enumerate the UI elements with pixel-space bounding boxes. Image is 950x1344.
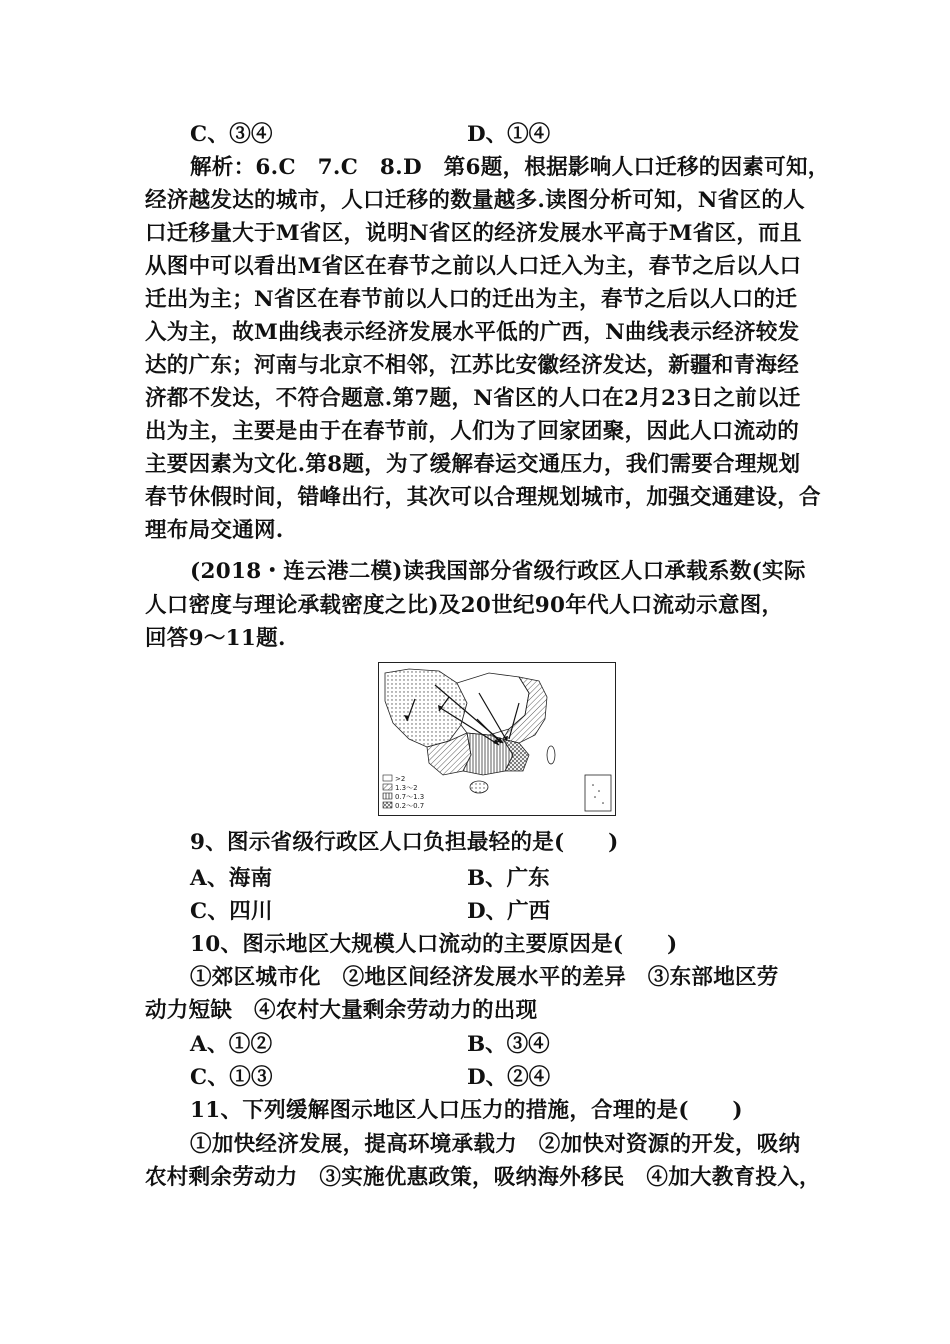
analysis-line: 理布局交通网. (145, 518, 284, 543)
analysis-line: 口迁移量大于M省区，说明N省区的经济发展水平高于M省区，而且 (145, 221, 802, 246)
region-west (385, 669, 467, 747)
q10-option-b: B、③④ (467, 1032, 550, 1057)
q8-option-c: C、③④ (190, 122, 273, 147)
analysis-line: 经济越发达的城市，人口迁移的数量越多.读图分析可知，N省区的人 (145, 188, 805, 213)
intro-line: 回答9～11题. (145, 626, 286, 651)
q11-stem: 11、下列缓解图示地区人口压力的措施，合理的是( ) (190, 1098, 743, 1123)
population-flow-map (378, 662, 616, 816)
analysis-line: 济都不发达，不符合题意.第7题，N省区的人口在2月23日之前以迁 (145, 386, 801, 411)
q10-choices-line: ①郊区城市化 ②地区间经济发展水平的差异 ③东部地区劳 (190, 965, 779, 990)
q10-choices-line: 动力短缺 ④农村大量剩余劳动力的出现 (145, 998, 538, 1023)
q9-option-b: B、广东 (467, 866, 550, 891)
q8-option-d: D、①④ (467, 122, 551, 147)
south-sea-inset (585, 775, 611, 811)
legend-label: 1.3～2 (395, 784, 418, 792)
q10-option-a: A、①② (190, 1032, 273, 1057)
legend-label: 0.2～0.7 (395, 802, 425, 810)
q9-option-c: C、四川 (190, 899, 273, 924)
legend-label: 0.7～1.3 (395, 793, 425, 801)
analysis-line: 迁出为主；N省区在春节前以人口的迁出为主，春节之后以人口的迁 (145, 287, 798, 312)
map-legend (383, 775, 424, 810)
analysis-line: 达的广东；河南与北京不相邻，江苏比安徽经济发达，新疆和青海经 (145, 353, 800, 378)
intro-line: (2018・连云港二模)读我国部分省级行政区人口承载系数(实际 (190, 559, 806, 584)
q11-choices-line: ①加快经济发展，提高环境承载力 ②加快对资源的开发，吸纳 (190, 1132, 801, 1157)
legend-label: >2 (395, 775, 406, 783)
analysis-line: 入为主，故M曲线表示经济发展水平低的广西，N曲线表示经济较发 (145, 320, 800, 345)
hainan-island (470, 781, 488, 793)
analysis-line: 从图中可以看出M省区在春节之前以人口迁入为主，春节之后以人口 (145, 254, 802, 279)
analysis-line: 主要因素为文化.第8题，为了缓解春运交通压力，我们需要合理规划 (145, 452, 801, 477)
intro-line: 人口密度与理论承载密度之比)及20世纪90年代人口流动示意图， (145, 593, 784, 618)
q10-option-c: C、①③ (190, 1065, 273, 1090)
q9-stem: 9、图示省级行政区人口负担最轻的是( ) (190, 830, 619, 855)
analysis-line: 出为主，主要是由于在春节前，人们为了回家团聚，因此人口流动的 (145, 419, 800, 444)
q11-choices-line: 农村剩余劳动力 ③实施优惠政策，吸纳海外移民 ④加大教育投入， (145, 1165, 821, 1190)
q10-option-d: D、②④ (467, 1065, 551, 1090)
analysis-line: 春节休假时间，错峰出行，其次可以合理规划城市，加强交通建设，合 (145, 485, 821, 510)
q9-option-d: D、广西 (467, 899, 551, 924)
taiwan-island (547, 746, 555, 764)
analysis-line: 解析：6.C 7.C 8.D 第6题，根据影响人口迁移的因素可知， (190, 155, 830, 180)
q9-option-a: A、海南 (190, 866, 273, 891)
q10-stem: 10、图示地区大规模人口流动的主要原因是( ) (190, 932, 678, 957)
